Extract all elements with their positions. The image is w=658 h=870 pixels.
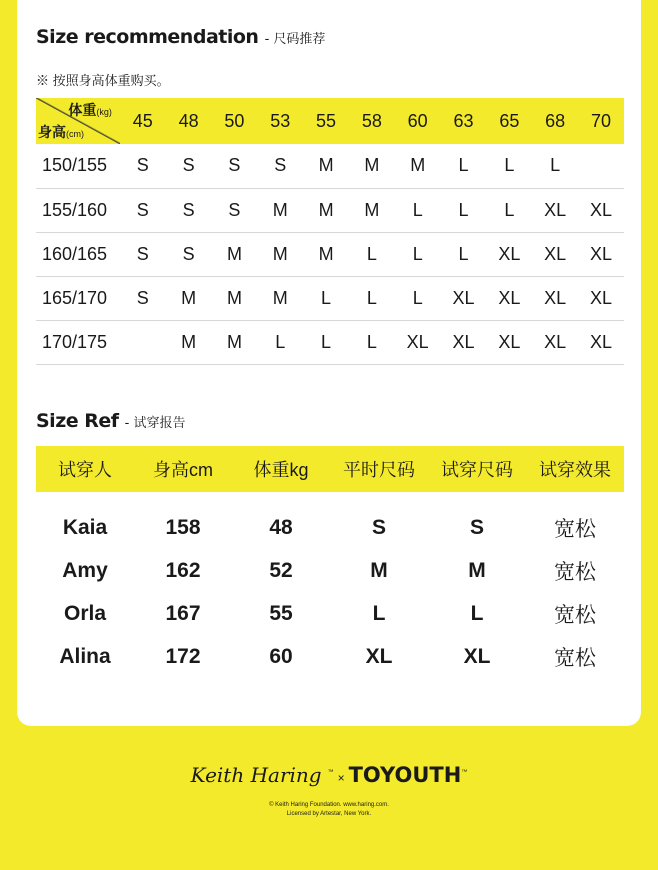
size-cell: L (486, 144, 532, 188)
size-ref-heading: Size Ref - 试穿报告 (36, 410, 186, 432)
table-cell: 宽松 (554, 603, 596, 627)
weight-header: 48 (166, 98, 212, 144)
size-cell: XL (578, 232, 624, 276)
table-cell: 宽松 (554, 560, 596, 584)
size-cell: L (349, 276, 395, 320)
size-ref-table (36, 446, 624, 678)
toyouth-logo: TOYOUTH (348, 763, 462, 787)
size-cell: L (303, 276, 349, 320)
size-cell: L (441, 232, 487, 276)
size-cell: L (303, 320, 349, 364)
weight-header: 70 (578, 98, 624, 144)
size-cell: XL (578, 276, 624, 320)
size-cell: XL (578, 188, 624, 232)
column-header: 试穿人 (36, 446, 134, 492)
size-cell (578, 144, 624, 188)
table-cell: 60 (269, 644, 293, 668)
size-cell: M (303, 232, 349, 276)
size-cell: M (257, 232, 303, 276)
size-cell: S (212, 188, 258, 232)
table-row (36, 592, 624, 635)
size-cell: S (120, 232, 166, 276)
size-cell: M (212, 320, 258, 364)
size-cell: L (441, 188, 487, 232)
table-cell: 172 (165, 644, 201, 668)
height-cell: 165/170 (36, 276, 120, 320)
height-cell: 170/175 (36, 320, 120, 364)
size-cell: M (303, 144, 349, 188)
weight-header: 55 (303, 98, 349, 144)
size-cell: L (349, 320, 395, 364)
size-cell: M (303, 188, 349, 232)
size-cell: XL (486, 276, 532, 320)
table-row (36, 188, 624, 232)
column-header: 平时尺码 (330, 446, 428, 492)
table-cell: L (470, 601, 484, 625)
table-row (36, 276, 624, 320)
size-cell: XL (441, 276, 487, 320)
size-cell: S (120, 188, 166, 232)
table-cell: XL (463, 644, 491, 668)
size-cell: XL (532, 188, 578, 232)
table-row (36, 320, 624, 364)
table-cell: 宽松 (554, 517, 596, 541)
table-cell: M (370, 558, 388, 582)
size-cell: L (395, 188, 441, 232)
size-cell: S (120, 276, 166, 320)
size-cell: L (441, 144, 487, 188)
size-cell: L (349, 232, 395, 276)
table-row (36, 635, 624, 678)
column-header: 试穿效果 (526, 446, 624, 492)
size-cell: M (395, 144, 441, 188)
table-cell: 宽松 (554, 646, 596, 670)
weight-header: 65 (486, 98, 532, 144)
brand-logo: Keith Haring ™ × TOYOUTH™ (190, 763, 468, 787)
size-recommendation-table (36, 98, 624, 365)
table-cell: 158 (165, 515, 201, 539)
copyright: © Keith Haring Foundation. www.haring.com. Licensed by Artestar, New York. (269, 802, 389, 817)
weight-header: 60 (395, 98, 441, 144)
weight-header: 50 (212, 98, 258, 144)
size-cell: XL (578, 320, 624, 364)
column-header: 试穿尺码 (428, 446, 526, 492)
table-cell: 162 (165, 558, 201, 582)
table-cell: M (468, 558, 486, 582)
table-row (36, 144, 624, 188)
size-cell: L (395, 276, 441, 320)
weight-header: 58 (349, 98, 395, 144)
table-cell: 55 (269, 601, 293, 625)
table-row (36, 232, 624, 276)
table-cell: Amy (62, 558, 108, 582)
table-cell: Kaia (62, 515, 108, 539)
content-card (17, 0, 641, 726)
size-cell: M (349, 188, 395, 232)
size-cell: S (166, 144, 212, 188)
size-cell: M (257, 276, 303, 320)
table-row (36, 506, 624, 549)
weight-header: 45 (120, 98, 166, 144)
size-cell: M (257, 188, 303, 232)
table-cell: S (371, 515, 386, 539)
size-cell: XL (441, 320, 487, 364)
column-header: 体重kg (232, 446, 330, 492)
size-cell: S (212, 144, 258, 188)
purchase-note: ※ 按照身高体重购买。 (36, 73, 170, 88)
size-cell: XL (486, 232, 532, 276)
size-cell: L (486, 188, 532, 232)
weight-header-row (36, 98, 624, 144)
size-cell: M (349, 144, 395, 188)
size-cell: S (166, 188, 212, 232)
weight-header: 63 (441, 98, 487, 144)
size-cell: L (257, 320, 303, 364)
table-row (36, 549, 624, 592)
table-cell: 48 (269, 515, 293, 539)
size-cell: S (166, 232, 212, 276)
header-row (36, 446, 624, 492)
size-cell (120, 320, 166, 364)
size-recommendation-heading: Size recommendation - 尺码推荐 (36, 26, 326, 48)
axis-corner: 体重(kg) 身高(cm) (36, 98, 120, 144)
weight-header: 53 (257, 98, 303, 144)
size-cell: XL (532, 276, 578, 320)
size-cell: XL (486, 320, 532, 364)
size-cell: M (166, 276, 212, 320)
size-cell: S (120, 144, 166, 188)
height-cell: 150/155 (36, 144, 120, 188)
column-header: 身高cm (134, 446, 232, 492)
keith-haring-signature: Keith Haring (190, 763, 322, 787)
size-cell: XL (395, 320, 441, 364)
height-cell: 155/160 (36, 188, 120, 232)
size-cell: XL (532, 232, 578, 276)
table-cell: 167 (165, 601, 201, 625)
size-cell: L (532, 144, 578, 188)
size-cell: S (257, 144, 303, 188)
table-cell: Orla (63, 601, 107, 625)
weight-header: 68 (532, 98, 578, 144)
size-cell: L (395, 232, 441, 276)
table-cell: L (372, 601, 386, 625)
size-cell: XL (532, 320, 578, 364)
table-cell: XL (365, 644, 393, 668)
height-cell: 160/165 (36, 232, 120, 276)
size-cell: M (212, 232, 258, 276)
table-cell: Alina (59, 644, 111, 668)
table-cell: S (469, 515, 484, 539)
size-cell: M (212, 276, 258, 320)
size-cell: M (166, 320, 212, 364)
table-cell: 52 (269, 558, 293, 582)
